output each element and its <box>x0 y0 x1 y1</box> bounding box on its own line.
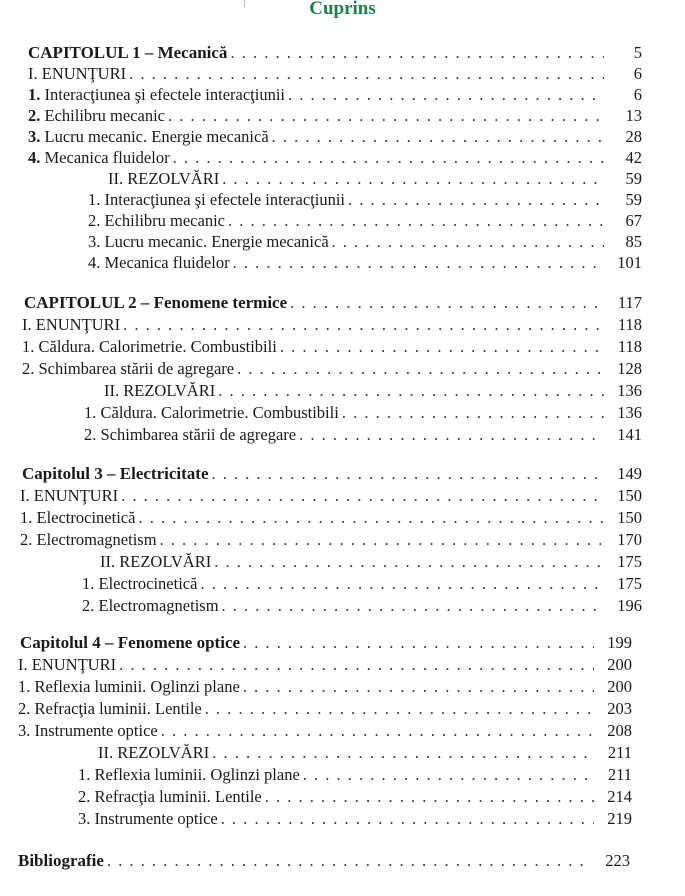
toc-entry-text: 2. Electromagnetism <box>20 530 157 549</box>
toc-page-number: 118 <box>617 315 642 334</box>
toc-entry-text: 1. Electrocinetică <box>20 508 136 527</box>
toc-entry[interactable] <box>82 595 642 617</box>
toc-entry[interactable] <box>20 529 642 551</box>
toc-page-number: 128 <box>617 359 642 378</box>
toc-entry-text: 1. Căldura. Calorimetrie. Combustibili <box>22 337 277 356</box>
toc-entry-text: II. REZOLVĂRI <box>100 552 212 571</box>
toc-leader <box>123 314 604 336</box>
toc-page-number: 5 <box>633 43 642 62</box>
toc-leader <box>205 698 594 720</box>
toc-leader <box>168 105 604 127</box>
toc-entry-text: Bibliografie <box>18 851 104 870</box>
toc-leader <box>342 402 604 424</box>
toc-entry-number: 2. <box>28 106 41 125</box>
toc-chapter-3[interactable] <box>22 463 642 485</box>
toc-entry-text: CAPITOLUL 1 – Mecanică <box>28 43 228 62</box>
toc-entry-text: 1. Electrocinetică <box>82 574 198 593</box>
toc-leader <box>221 808 594 830</box>
toc-page-number: 6 <box>633 85 642 104</box>
toc-entry-text: Lucru mecanic. Energie mecanică <box>40 127 269 146</box>
toc-leader <box>160 529 604 551</box>
toc-page-number: 211 <box>607 743 632 762</box>
toc-entry[interactable] <box>22 336 642 358</box>
toc-entry-text: Capitolul 3 – Electricitate <box>22 464 209 483</box>
toc-entry-text: Mecanica fluidelor <box>40 148 170 167</box>
toc-bibliography[interactable] <box>18 850 630 872</box>
toc-leader <box>230 42 604 64</box>
toc-page-number: 199 <box>607 633 632 652</box>
toc-leader <box>243 632 594 654</box>
toc-entry-text: 2. Refracţia luminii. Lentile <box>78 787 262 806</box>
toc-entry-number: 1. <box>28 85 41 104</box>
toc-page-number: 175 <box>617 552 642 571</box>
toc-entry-text: 2. Schimbarea stării de agregare <box>22 359 235 378</box>
toc-leader <box>138 507 604 529</box>
toc-page-number: 214 <box>607 787 632 806</box>
toc-leader <box>129 63 604 85</box>
toc-entry-number: 4. <box>28 148 41 167</box>
toc-entry-text: 2. Electromagnetism <box>82 596 219 615</box>
toc-entry[interactable] <box>18 698 632 720</box>
toc-entry[interactable] <box>78 764 632 786</box>
toc-entry[interactable] <box>88 231 642 253</box>
toc-page-number: 175 <box>617 574 642 593</box>
toc-entry-text: 3. Instrumente optice <box>78 809 218 828</box>
toc-entry[interactable] <box>84 402 642 424</box>
toc-entry-text: II. REZOLVĂRI <box>98 743 210 762</box>
toc-page-number: 67 <box>625 211 642 230</box>
toc-page-number: 85 <box>625 232 642 251</box>
toc-leader <box>228 210 604 232</box>
toc-entry-text: Capitolul 4 – Fenomene optice <box>20 633 241 652</box>
toc-chapter-4[interactable] <box>20 632 632 654</box>
toc-entry-text: I. ENUNŢURI <box>28 64 127 83</box>
toc-entry-text: 1. Căldura. Calorimetrie. Combustibili <box>84 403 339 422</box>
toc-leader <box>233 252 604 274</box>
toc-entry-text: 1. Reflexia luminii. Oglinzi plane <box>78 765 300 784</box>
toc-chapter-1[interactable] <box>28 42 642 64</box>
toc-entry[interactable] <box>78 808 632 830</box>
toc-page-number: 150 <box>617 508 642 527</box>
toc-leader <box>212 742 594 764</box>
toc-entry[interactable] <box>22 314 642 336</box>
toc-entry[interactable] <box>22 358 642 380</box>
toc-entry[interactable] <box>28 126 642 148</box>
toc-leader <box>222 168 604 190</box>
toc-leader <box>222 595 604 617</box>
toc-entry-text: CAPITOLUL 2 – Fenomene termice <box>24 293 288 312</box>
toc-page-number: 141 <box>617 425 642 444</box>
toc-entry[interactable] <box>84 424 642 446</box>
toc-leader <box>290 292 604 314</box>
toc-page-number: 59 <box>625 190 642 209</box>
toc-entry[interactable] <box>82 573 642 595</box>
toc-entry-text: Echilibru mecanic <box>40 106 165 125</box>
toc-entry-text: 3. Lucru mecanic. Energie mecanică <box>88 232 329 251</box>
toc-page-number: 203 <box>607 699 632 718</box>
toc-entry-text: I. ENUNŢURI <box>18 655 117 674</box>
toc-entry-text: 1. Interacţiunea şi efectele interacţiunii <box>88 190 345 209</box>
toc-leader <box>299 424 604 446</box>
toc-page-number: 223 <box>605 851 630 870</box>
toc-leader <box>237 358 604 380</box>
toc-leader <box>107 850 592 872</box>
toc-leader <box>303 764 594 786</box>
toc-page-number: 170 <box>617 530 642 549</box>
toc-page-number: 211 <box>607 765 632 784</box>
toc-leader <box>288 84 604 106</box>
toc-page-number: 13 <box>625 106 642 125</box>
toc-entry[interactable] <box>104 380 642 402</box>
toc-entry[interactable] <box>18 654 632 676</box>
toc-page-number: 136 <box>617 403 642 422</box>
toc-leader <box>280 336 604 358</box>
toc-entry[interactable] <box>18 720 632 742</box>
toc-page-number: 136 <box>617 381 642 400</box>
toc-page-number: 28 <box>625 127 642 146</box>
toc-entry[interactable] <box>98 742 632 764</box>
toc-page-number: 118 <box>617 337 642 356</box>
toc-leader <box>212 463 605 485</box>
toc-page-number: 150 <box>617 486 642 505</box>
toc-leader <box>272 126 604 148</box>
toc-entry[interactable] <box>88 252 642 274</box>
toc-entry[interactable] <box>28 63 642 85</box>
toc-entry-text: 2. Schimbarea stării de agregare <box>84 425 297 444</box>
toc-entry-text: 1. Reflexia luminii. Oglinzi plane <box>18 677 240 696</box>
toc-entry[interactable] <box>78 786 632 808</box>
toc-page-number: 59 <box>625 169 642 188</box>
toc-page-number: 208 <box>607 721 632 740</box>
toc-entry-text: I. ENUNŢURI <box>20 486 119 505</box>
toc-entry[interactable] <box>100 551 642 573</box>
toc-entry-text: II. REZOLVĂRI <box>108 169 220 188</box>
toc-leader <box>332 231 604 253</box>
toc-entry-number: 3. <box>28 127 41 146</box>
toc-entry[interactable] <box>20 507 642 529</box>
toc-entry-text: 2. Refracţia luminii. Lentile <box>18 699 202 718</box>
toc-entry-text: I. ENUNŢURI <box>22 315 121 334</box>
toc-leader <box>214 551 604 573</box>
toc-entry-text: 3. Instrumente optice <box>18 721 158 740</box>
toc-page-number: 117 <box>617 293 642 312</box>
toc-leader <box>265 786 594 808</box>
toc-entry[interactable] <box>18 676 632 698</box>
toc-entry-text: 4. Mecanica fluidelor <box>88 253 230 272</box>
toc-page-number: 101 <box>617 253 642 272</box>
toc-leader <box>348 189 604 211</box>
toc-entry[interactable] <box>88 210 642 232</box>
toc-leader <box>121 485 604 507</box>
toc-entry-text: II. REZOLVĂRI <box>104 381 216 400</box>
toc-page-number: 196 <box>617 596 642 615</box>
toc-leader <box>161 720 594 742</box>
toc-page-number: 42 <box>625 148 642 167</box>
toc-entry[interactable] <box>108 168 642 190</box>
toc-leader <box>173 147 604 169</box>
toc-leader <box>200 573 604 595</box>
toc-page-number: 219 <box>607 809 632 828</box>
toc-entry[interactable] <box>28 105 642 127</box>
toc-page-number: 6 <box>633 64 642 83</box>
toc-leader <box>243 676 594 698</box>
page-title: Cuprins <box>309 0 376 19</box>
toc-page-number: 200 <box>607 655 632 674</box>
toc-leader <box>218 380 604 402</box>
toc-leader <box>119 654 594 676</box>
toc-entry[interactable] <box>20 485 642 507</box>
toc-page-number: 200 <box>607 677 632 696</box>
toc-chapter-2[interactable] <box>24 292 642 314</box>
toc-entry[interactable] <box>28 84 642 106</box>
toc-entry[interactable] <box>28 147 642 169</box>
toc-entry-text: 2. Echilibru mecanic <box>88 211 225 230</box>
toc-entry[interactable] <box>88 189 642 211</box>
toc-page-number: 149 <box>617 464 642 483</box>
toc-entry-text: Interacţiunea şi efectele interacţiunii <box>40 85 285 104</box>
